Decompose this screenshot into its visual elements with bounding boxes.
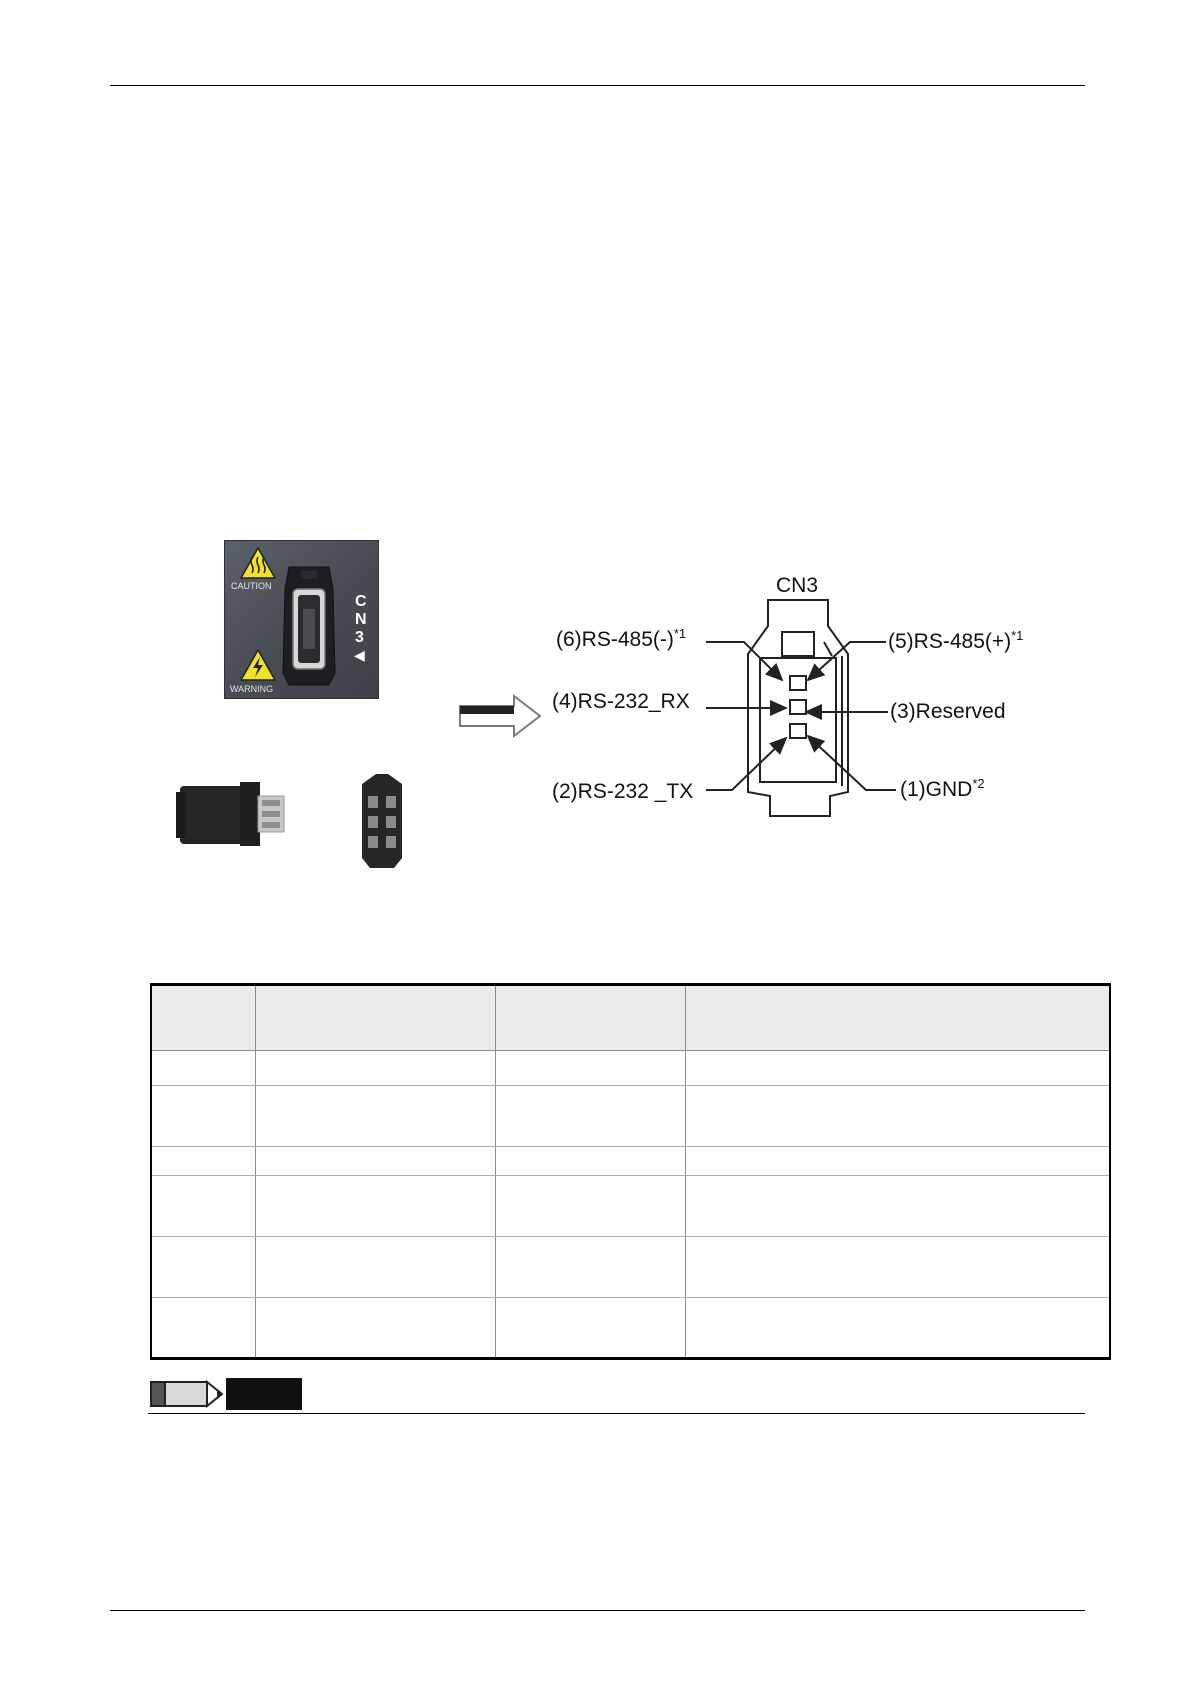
port-label-c: C xyxy=(355,593,367,610)
pencil-note-icon xyxy=(150,1378,224,1410)
table-row xyxy=(151,1086,1110,1147)
port-label-3: 3 xyxy=(355,629,364,646)
table-cell xyxy=(495,1237,685,1298)
table-cell xyxy=(495,1176,685,1237)
table-cell xyxy=(495,1051,685,1086)
table-header-cell xyxy=(255,985,495,1051)
table-cell xyxy=(151,1086,255,1147)
port-label-n: N xyxy=(355,611,367,628)
table-cell xyxy=(685,1237,1110,1298)
table-cell xyxy=(685,1298,1110,1359)
table-cell xyxy=(685,1176,1110,1237)
table-cell xyxy=(151,1051,255,1086)
pin6-label: $(6)RS-485(-)^{*1}$ xyxy=(556,626,687,651)
port-arrow-icon: ◀ xyxy=(354,647,365,663)
table-row xyxy=(151,1176,1110,1237)
table-cell xyxy=(255,1086,495,1147)
pin3-label: (3)Reserved xyxy=(890,700,1006,723)
pin2-label: (2)RS-232 _TX xyxy=(552,780,694,803)
diagram-title: CN3 xyxy=(776,574,819,597)
pin5-label: $(5)RS-485(+)^{*1}$ xyxy=(888,628,1024,653)
table-header-cell xyxy=(151,985,255,1051)
table-cell xyxy=(255,1237,495,1298)
table-cell xyxy=(151,1298,255,1359)
table-cell xyxy=(151,1176,255,1237)
table-header-row xyxy=(151,985,1110,1051)
table-cell xyxy=(495,1147,685,1176)
table-cell xyxy=(255,1298,495,1359)
table-cell xyxy=(255,1176,495,1237)
table-cell xyxy=(685,1086,1110,1147)
pin1-label: (1)GND$^{*2}$ xyxy=(900,776,985,801)
table-cell xyxy=(255,1051,495,1086)
table-row xyxy=(151,1147,1110,1176)
table-header-cell xyxy=(685,985,1110,1051)
footer-rule xyxy=(110,1610,1085,1611)
table-cell xyxy=(685,1051,1110,1086)
table-header-cell xyxy=(495,985,685,1051)
table-cell xyxy=(495,1086,685,1147)
table-cell xyxy=(255,1147,495,1176)
table-cell xyxy=(685,1147,1110,1176)
table-cell xyxy=(495,1298,685,1359)
note-label xyxy=(226,1378,302,1410)
table-row xyxy=(151,1237,1110,1298)
pin4-label: (4)RS-232_RX xyxy=(552,690,690,713)
note-rule xyxy=(148,1413,1085,1414)
warning-label: WARNING xyxy=(230,684,274,694)
table-row xyxy=(151,1051,1110,1086)
table-cell xyxy=(151,1147,255,1176)
pin-definition-table xyxy=(150,983,1111,1360)
table-row xyxy=(151,1298,1110,1359)
caution-label: CAUTION xyxy=(231,581,272,591)
table-cell xyxy=(151,1237,255,1298)
